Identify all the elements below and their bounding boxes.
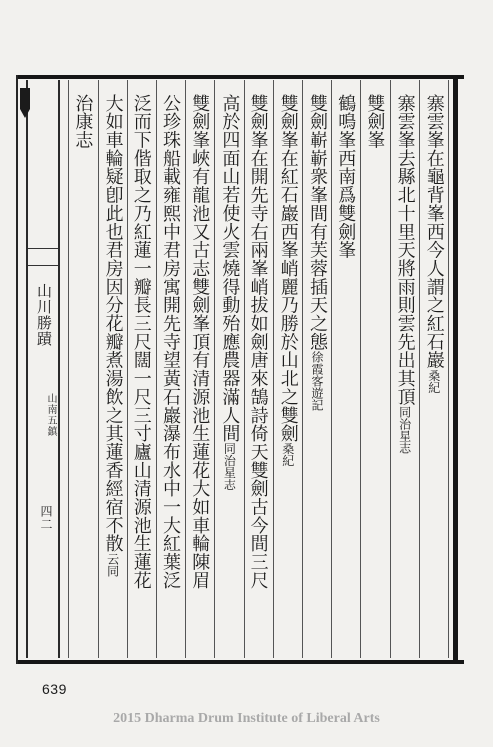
- frame-bottom-border: [16, 660, 464, 664]
- column-main-text: 雙劍峯在紅石巖西峯峭麗乃勝於山北之雙劍: [277, 94, 299, 443]
- text-column: [215, 94, 243, 656]
- text-column: [99, 94, 127, 656]
- page-number: 639: [42, 681, 67, 697]
- text-column: [274, 94, 302, 656]
- frame-right-border: [453, 75, 458, 664]
- fish-tail-mark: [20, 88, 30, 118]
- watermark: 2015 Dharma Drum Institute of Liberal Arts: [113, 711, 380, 726]
- margin-rule-right: [58, 80, 60, 658]
- column-main-text: 寨雲峯在龜背峯西今人謂之紅石巖: [423, 94, 445, 370]
- column-main-text: 公珍珠船載雍熙中君房寓開先寺望黃石巖瀑布水中一大紅葉泛: [160, 94, 181, 590]
- column-source-note: 桑紀: [280, 442, 295, 467]
- text-column: [303, 94, 331, 656]
- column-source-note: 云同: [105, 552, 120, 577]
- margin-folio: 四二: [39, 505, 53, 531]
- column-main-text: 泛而下偕取之乃紅蓮一瓣長三尺闊一尺三寸廬山清源池生蓮花: [130, 94, 152, 590]
- text-column: [245, 94, 272, 656]
- column-rule: [448, 80, 449, 658]
- text-column: [420, 94, 448, 656]
- text-column: [157, 94, 184, 656]
- frame-top-border: [16, 75, 464, 79]
- column-main-text: 雙劍峯: [364, 94, 386, 150]
- column-main-text: 雙劍峯峽有龍池又古志雙劍峯頂有清源池生蓮花大如車輪陳眉: [189, 94, 211, 590]
- column-source-note: 徐霞客遊記: [310, 350, 324, 411]
- column-main-text: 寨雲峯去縣北十里天將雨則雲先出其頂: [394, 94, 416, 406]
- column-main-text: 鶴鳴峯西南爲雙劍峯: [335, 94, 357, 260]
- column-main-text: 高於四面山若使火雲燒得動殆應農器滿人間: [219, 94, 241, 443]
- text-column: [128, 94, 155, 656]
- text-column: [69, 94, 96, 656]
- column-main-text: 雙劍峯在開先寺右兩峯峭拔如劍唐來鵠詩倚天雙劍古今間三尺: [247, 94, 269, 590]
- column-main-text: 治康志: [72, 94, 94, 150]
- column-source-note: 桑紀: [426, 369, 441, 394]
- text-column: [391, 94, 419, 656]
- margin-subtitle: 山南五鎮: [45, 393, 56, 437]
- text-column: [361, 94, 388, 656]
- column-main-text: 雙劍嶄嶄衆峯間有芙蓉插天之態: [307, 94, 328, 351]
- text-column: [332, 94, 359, 656]
- margin-bracket: [28, 248, 58, 266]
- margin-title: 山川勝蹟: [35, 283, 53, 347]
- frame-left-border: [16, 75, 18, 664]
- column-main-text: 大如車輪疑卽此也君房因分花瓣煮湯飲之其蓮香經宿不散: [102, 94, 124, 553]
- margin-rule-left: [26, 80, 28, 658]
- column-source-note: 同治星志: [397, 405, 412, 454]
- column-source-note: 同治星志: [222, 442, 237, 491]
- text-column: [186, 94, 213, 656]
